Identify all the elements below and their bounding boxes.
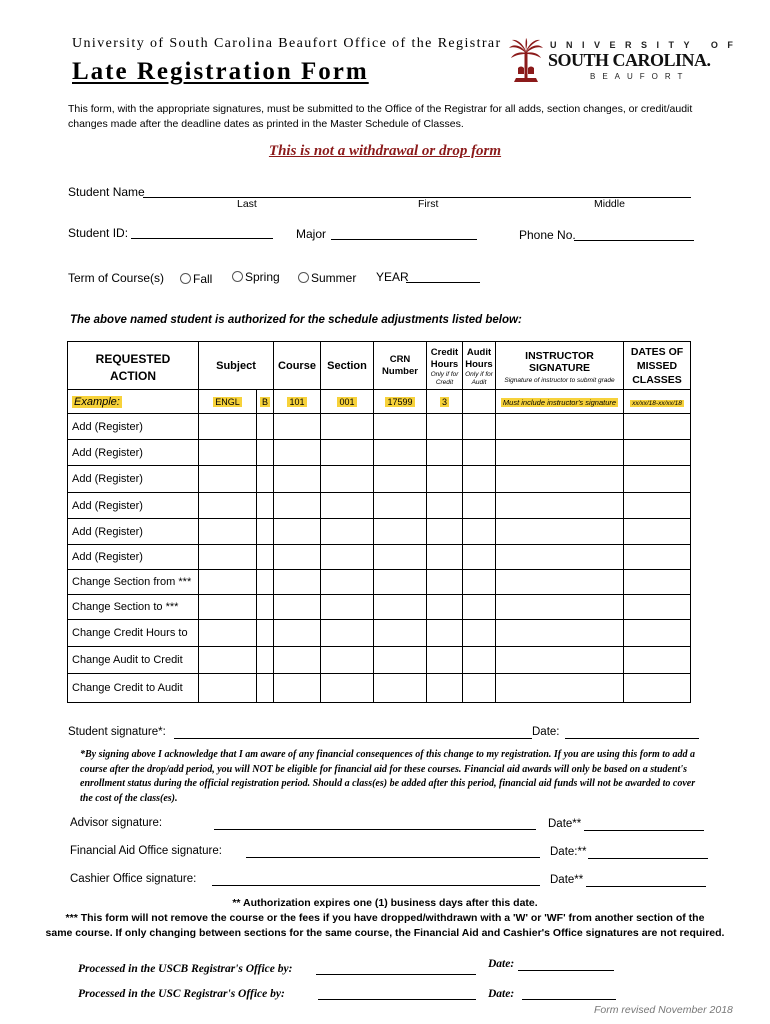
dates-input-cell[interactable] xyxy=(624,466,691,493)
section-input-cell[interactable] xyxy=(321,493,374,519)
letter-input-cell[interactable] xyxy=(257,466,274,493)
requested-action-cell xyxy=(68,414,199,440)
credit-input-cell[interactable] xyxy=(427,620,463,647)
term-option-spring[interactable] xyxy=(232,270,280,284)
requested-action-cell xyxy=(68,595,199,620)
example-letter: B xyxy=(261,396,268,407)
office-header: University of South Carolina Beaufort Office of the Registrar xyxy=(72,36,502,51)
header-instructor: INSTRUCTOR SIGNATURE Signature of instructor to submit grade xyxy=(496,342,624,390)
action-label: Change Section to *** xyxy=(72,601,179,613)
instructor-input-cell[interactable] xyxy=(496,440,624,466)
action-label: Add xyxy=(72,551,92,563)
credit-note: Only if for Credit xyxy=(430,371,459,386)
section-input-cell[interactable] xyxy=(321,595,374,620)
acknowledgement-text: *By signing above I acknowledge that I am aware of any financial consequences of this change to my registration. If you are using this form to add a course after the drop/add period, you will NOT be eligible for financial aid for these courses. Financial aid awards will only be based on a student's enrollment status during the official registration period. Should a class(es) be added after this period, financial aid funds will not be awarded to cover the cost of the class(es). xyxy=(80,749,696,804)
dates-input-cell[interactable] xyxy=(624,440,691,466)
letter-input-cell[interactable] xyxy=(257,493,274,519)
section-input-cell[interactable] xyxy=(321,466,374,493)
action-rows xyxy=(68,414,691,703)
action-label: Add xyxy=(72,420,92,433)
term-option-fall[interactable] xyxy=(180,272,212,286)
subject-input-cell[interactable] xyxy=(199,647,257,674)
section-input-cell[interactable] xyxy=(321,440,374,466)
example-course-cell xyxy=(274,390,321,414)
year-field[interactable] xyxy=(406,282,480,283)
course-input-cell[interactable] xyxy=(274,519,321,545)
credit-input-cell[interactable] xyxy=(427,570,463,595)
section-input-cell[interactable] xyxy=(321,545,374,570)
letter-input-cell[interactable] xyxy=(257,440,274,466)
crn-input-cell[interactable] xyxy=(374,674,427,703)
radio-spring-icon[interactable] xyxy=(232,271,243,282)
subject-input-cell[interactable] xyxy=(199,570,257,595)
audit-input-cell[interactable] xyxy=(463,647,496,674)
requested-action-cell xyxy=(68,519,199,545)
example-section: 001 xyxy=(339,396,355,407)
example-course: 101 xyxy=(289,396,305,407)
course-input-cell[interactable] xyxy=(274,466,321,493)
example-crn-cell xyxy=(374,390,427,414)
middle-name-label: Middle xyxy=(594,198,625,210)
uscb-processed-field[interactable] xyxy=(316,974,476,975)
table-row xyxy=(68,674,691,703)
subject-input-cell[interactable] xyxy=(199,519,257,545)
action-label: Add xyxy=(72,525,92,538)
action-sublabel: (Register) xyxy=(91,420,143,433)
audit-input-cell[interactable] xyxy=(463,440,496,466)
instructor-input-cell[interactable] xyxy=(496,595,624,620)
authorized-text: The above named student is authorized for the schedule adjustments listed below: xyxy=(70,314,522,326)
requested-action-cell xyxy=(68,570,199,595)
header-subject: Subject xyxy=(199,342,274,390)
dates-input-cell[interactable] xyxy=(624,595,691,620)
table-row xyxy=(68,595,691,620)
dates-input-cell[interactable] xyxy=(624,570,691,595)
action-sublabel: (Register) xyxy=(91,473,143,485)
example-dates-cell xyxy=(624,390,691,414)
term-option-summer[interactable] xyxy=(298,271,356,285)
course-input-cell[interactable] xyxy=(274,545,321,570)
finaid-signature-label: Financial Aid Office signature: xyxy=(70,845,222,857)
dates-input-cell[interactable] xyxy=(624,414,691,440)
example-row xyxy=(68,390,691,414)
withdraw-note-line1: *** This form will not remove the course or the fees if you have dropped/withdrawn with a 'W' or 'WF' from another section of the xyxy=(65,912,705,924)
credit-input-cell[interactable] xyxy=(427,519,463,545)
section-input-cell[interactable] xyxy=(321,620,374,647)
section-input-cell[interactable] xyxy=(321,414,374,440)
instructor-input-cell[interactable] xyxy=(496,414,624,440)
subject-input-cell[interactable] xyxy=(199,493,257,519)
course-input-cell[interactable] xyxy=(274,493,321,519)
radio-summer-icon[interactable] xyxy=(298,272,309,283)
radio-fall-icon[interactable] xyxy=(180,273,191,284)
year-label: YEAR xyxy=(376,270,409,284)
table-row xyxy=(68,647,691,674)
instructor-input-cell[interactable] xyxy=(496,519,624,545)
instructor-input-cell[interactable] xyxy=(496,647,624,674)
dates-input-cell[interactable] xyxy=(624,545,691,570)
subject-input-cell[interactable] xyxy=(199,414,257,440)
section-input-cell[interactable] xyxy=(321,647,374,674)
student-id-field[interactable] xyxy=(131,238,273,239)
instructor-input-cell[interactable] xyxy=(496,545,624,570)
credit-input-cell[interactable] xyxy=(427,493,463,519)
advisor-date-field[interactable] xyxy=(584,830,704,831)
dates-input-cell[interactable] xyxy=(624,519,691,545)
requested-action-cell xyxy=(68,466,199,493)
subject-input-cell[interactable] xyxy=(199,545,257,570)
audit-input-cell[interactable] xyxy=(463,466,496,493)
action-sublabel: (Register) xyxy=(91,551,143,563)
finaid-date-label: Date:** xyxy=(550,846,587,858)
instructor-input-cell[interactable] xyxy=(496,674,624,703)
example-label: Example: xyxy=(74,395,120,408)
letter-input-cell[interactable] xyxy=(257,595,274,620)
table-row xyxy=(68,466,691,493)
action-label: Add xyxy=(72,473,92,485)
header-dates: DATES OF MISSED CLASSES xyxy=(624,342,691,390)
uscb-date-label: Date: xyxy=(488,958,515,970)
header-course: Course xyxy=(274,342,321,390)
credit-input-cell[interactable] xyxy=(427,595,463,620)
table-row xyxy=(68,545,691,570)
header-requested-action: REQUESTED ACTION xyxy=(68,342,199,390)
logo-bottom-text: BEAUFORT xyxy=(590,72,690,81)
letter-input-cell[interactable] xyxy=(257,647,274,674)
student-signature-field[interactable] xyxy=(174,738,532,739)
action-label: Add xyxy=(72,499,92,512)
table-row xyxy=(68,414,691,440)
usc-processed-field[interactable] xyxy=(318,999,476,1000)
revision-note: Form revised November 2018 xyxy=(594,1004,733,1016)
course-input-cell[interactable] xyxy=(274,647,321,674)
example-letter-cell xyxy=(257,390,274,414)
instructor-input-cell[interactable] xyxy=(496,493,624,519)
student-id-label: Student ID: xyxy=(68,226,129,240)
student-date-field[interactable] xyxy=(565,738,699,739)
credit-input-cell[interactable] xyxy=(427,440,463,466)
finaid-date-field[interactable] xyxy=(588,858,708,859)
action-label: Add xyxy=(72,446,92,459)
advisor-signature-field[interactable] xyxy=(214,829,536,830)
crn-input-cell[interactable] xyxy=(374,414,427,440)
example-subject-cell xyxy=(199,390,257,414)
crn-input-cell[interactable] xyxy=(374,493,427,519)
course-input-cell[interactable] xyxy=(274,570,321,595)
example-instructor-cell xyxy=(496,390,624,414)
dates-input-cell[interactable] xyxy=(624,647,691,674)
student-date-label: Date: xyxy=(532,726,560,738)
usc-date-field[interactable] xyxy=(522,999,616,1000)
letter-input-cell[interactable] xyxy=(257,545,274,570)
credit-input-cell[interactable] xyxy=(427,414,463,440)
finaid-signature-field[interactable] xyxy=(246,857,540,858)
dates-input-cell[interactable] xyxy=(624,493,691,519)
audit-input-cell[interactable] xyxy=(463,674,496,703)
credit-input-cell[interactable] xyxy=(427,647,463,674)
crn-input-cell[interactable] xyxy=(374,440,427,466)
table-row xyxy=(68,519,691,545)
example-subject: ENGL xyxy=(215,396,240,407)
cashier-date-field[interactable] xyxy=(586,886,706,887)
last-name-label: Last xyxy=(237,198,257,210)
audit-input-cell[interactable] xyxy=(463,545,496,570)
audit-input-cell[interactable] xyxy=(463,620,496,647)
crn-input-cell[interactable] xyxy=(374,466,427,493)
authorization-note: ** Authorization expires one (1) business days after this date. xyxy=(232,897,538,909)
course-input-cell[interactable] xyxy=(274,620,321,647)
cashier-date-label: Date** xyxy=(550,874,584,886)
student-name-label: Student Name xyxy=(68,185,145,199)
instructor-note: Signature of instructor to submit grade xyxy=(504,376,615,384)
action-sublabel: (Register) xyxy=(91,525,143,538)
form-title: Late Registration Form xyxy=(72,58,369,85)
section-input-cell[interactable] xyxy=(321,674,374,703)
first-name-label: First xyxy=(418,198,439,210)
term-fall-label: Fall xyxy=(193,272,213,286)
subject-input-cell[interactable] xyxy=(199,595,257,620)
action-label: Change Credit to Audit xyxy=(72,682,183,694)
audit-input-cell[interactable] xyxy=(463,595,496,620)
dates-input-cell[interactable] xyxy=(624,674,691,703)
example-credit: 3 xyxy=(441,396,447,407)
phone-label: Phone No. xyxy=(519,228,576,242)
uscb-processed-label: Processed in the USCB Registrar's Office by: xyxy=(78,963,293,975)
letter-input-cell[interactable] xyxy=(257,519,274,545)
table-row xyxy=(68,620,691,647)
instructor-input-cell[interactable] xyxy=(496,620,624,647)
uscb-date-field[interactable] xyxy=(518,970,614,971)
crn-input-cell[interactable] xyxy=(374,647,427,674)
logo-name-text: SOUTH CAROLINA. xyxy=(548,50,711,70)
phone-field[interactable] xyxy=(574,240,694,241)
advisor-date-label: Date** xyxy=(548,818,582,830)
header-crn: CRN Number xyxy=(374,342,427,390)
crn-input-cell[interactable] xyxy=(374,620,427,647)
action-label: Change Credit Hours to xyxy=(72,627,188,639)
intro-text: This form, with the appropriate signatures, must be submitted to the Office of the Registrar for all adds, section changes, or credit/audit changes made after the deadline dates as printed in the Master Schedule of Classes. xyxy=(68,103,693,130)
action-label: Change Audit to Credit xyxy=(72,654,183,666)
course-input-cell[interactable] xyxy=(274,440,321,466)
table-row xyxy=(68,493,691,519)
major-field[interactable] xyxy=(331,239,477,240)
notice-text: This is not a withdrawal or drop form xyxy=(268,143,502,159)
table-row xyxy=(68,570,691,595)
course-input-cell[interactable] xyxy=(274,674,321,703)
example-crn: 17599 xyxy=(387,396,413,407)
credit-input-cell[interactable] xyxy=(427,466,463,493)
term-summer-label: Summer xyxy=(311,271,357,285)
instructor-input-cell[interactable] xyxy=(496,466,624,493)
requested-action-cell xyxy=(68,620,199,647)
example-label-cell xyxy=(68,390,199,414)
letter-input-cell[interactable] xyxy=(257,620,274,647)
audit-input-cell[interactable] xyxy=(463,570,496,595)
letter-input-cell[interactable] xyxy=(257,570,274,595)
crn-input-cell[interactable] xyxy=(374,570,427,595)
palmetto-tree-icon xyxy=(508,38,544,86)
crn-input-cell[interactable] xyxy=(374,595,427,620)
example-credit-cell xyxy=(427,390,463,414)
subject-input-cell[interactable] xyxy=(199,674,257,703)
cashier-signature-label: Cashier Office signature: xyxy=(70,873,197,885)
example-instructor: Must include instructor's signature xyxy=(502,397,617,407)
subject-input-cell[interactable] xyxy=(199,620,257,647)
requested-action-cell xyxy=(68,440,199,466)
header-audit: Audit Hours Only if for Audit xyxy=(463,342,496,390)
action-label: Change Section from *** xyxy=(72,576,192,588)
audit-input-cell[interactable] xyxy=(463,519,496,545)
audit-input-cell[interactable] xyxy=(463,493,496,519)
crn-input-cell[interactable] xyxy=(374,545,427,570)
action-sublabel: (Register) xyxy=(91,446,143,459)
header-credit: Credit Hours Only if for Credit xyxy=(427,342,463,390)
credit-input-cell[interactable] xyxy=(427,674,463,703)
dates-input-cell[interactable] xyxy=(624,620,691,647)
advisor-signature-label: Advisor signature: xyxy=(70,817,163,829)
course-input-cell[interactable] xyxy=(274,414,321,440)
term-spring-label: Spring xyxy=(245,270,280,284)
letter-input-cell[interactable] xyxy=(257,674,274,703)
subject-input-cell[interactable] xyxy=(199,466,257,493)
subject-input-cell[interactable] xyxy=(199,440,257,466)
course-adjustment-table xyxy=(67,341,691,703)
instructor-input-cell[interactable] xyxy=(496,570,624,595)
major-label: Major xyxy=(296,227,327,241)
term-label: Term of Course(s) xyxy=(68,271,165,285)
action-sublabel: (Register) xyxy=(91,499,143,512)
audit-input-cell[interactable] xyxy=(463,414,496,440)
withdraw-note-line2: same course. If only changing between sections for the same course, the Financial Aid and Cashier's Office signatures are not required. xyxy=(45,927,725,939)
table-header-row xyxy=(68,342,691,390)
usc-date-label: Date: xyxy=(488,988,515,1000)
usc-processed-label: Processed in the USC Registrar's Office by: xyxy=(78,988,285,1000)
requested-action-cell xyxy=(68,493,199,519)
section-input-cell[interactable] xyxy=(321,519,374,545)
requested-action-cell xyxy=(68,674,199,703)
cashier-signature-field[interactable] xyxy=(212,885,540,886)
logo-top-text: UNIVERSITY OF xyxy=(550,40,743,50)
letter-input-cell[interactable] xyxy=(257,414,274,440)
example-section-cell xyxy=(321,390,374,414)
course-input-cell[interactable] xyxy=(274,595,321,620)
credit-input-cell[interactable] xyxy=(427,545,463,570)
requested-action-cell xyxy=(68,545,199,570)
audit-note: Only if for Audit xyxy=(465,371,493,386)
section-input-cell[interactable] xyxy=(321,570,374,595)
crn-input-cell[interactable] xyxy=(374,519,427,545)
example-audit-cell xyxy=(463,390,496,414)
requested-action-cell xyxy=(68,647,199,674)
student-signature-label: Student signature*: xyxy=(68,726,166,738)
example-dates: xx/xx/18-xx/xx/18 xyxy=(632,399,682,407)
header-section: Section xyxy=(321,342,374,390)
table-row xyxy=(68,440,691,466)
